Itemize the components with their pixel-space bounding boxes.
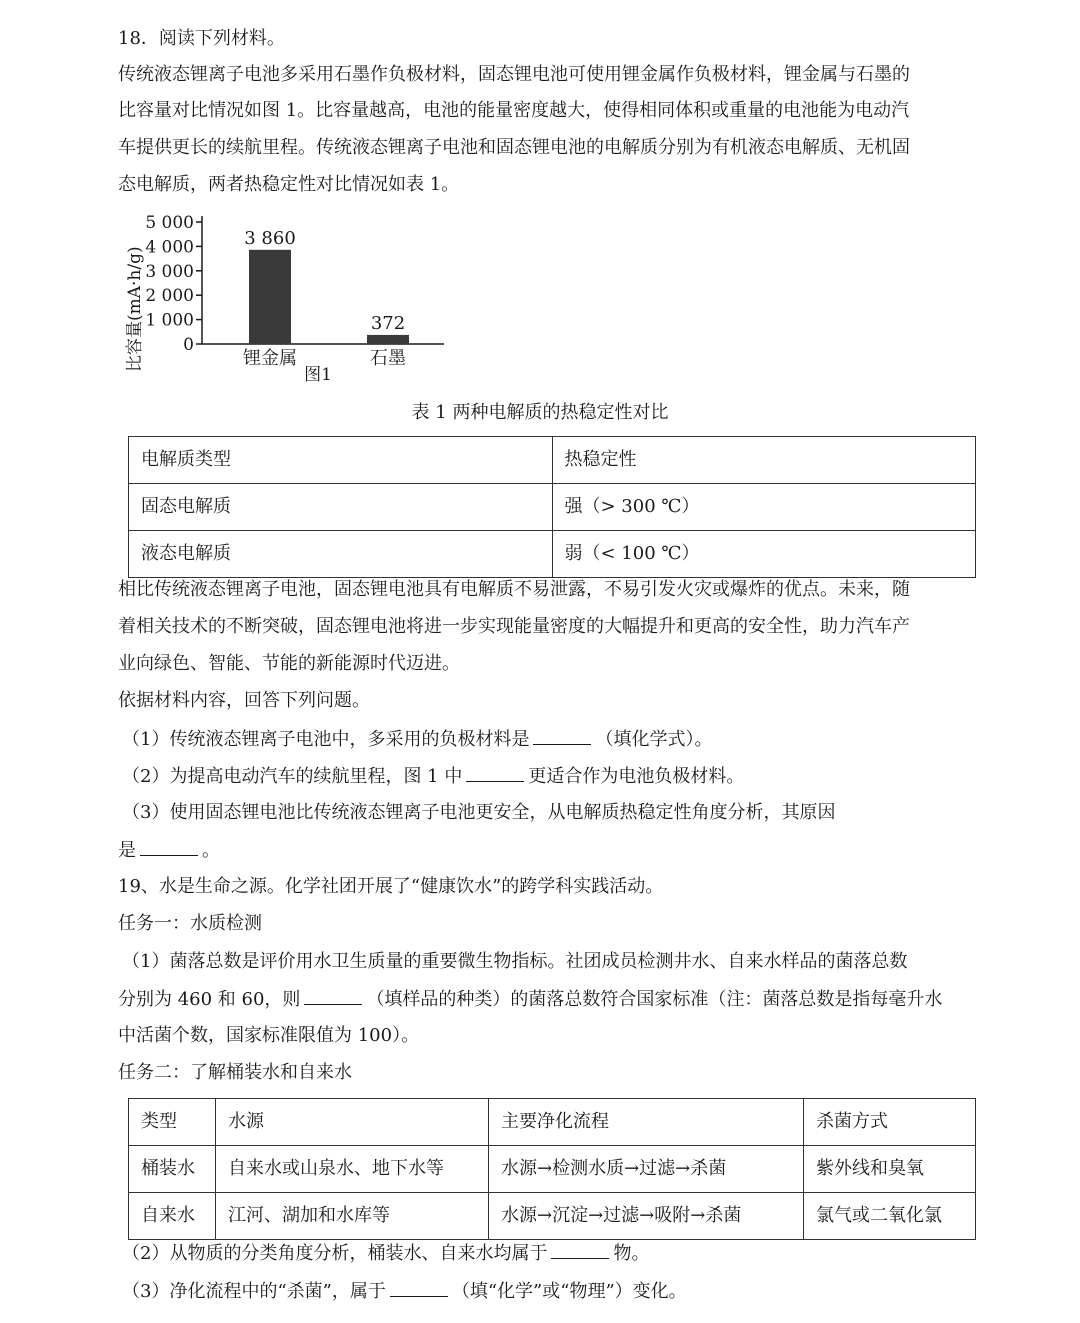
q18-sub1-text-end: （填化学式）。	[595, 729, 713, 750]
table-cell: 桶装水	[129, 1146, 216, 1193]
capacity-bar-chart	[118, 212, 458, 392]
q18-para2-line3: 业向绿色、智能、节能的新能源时代迈进。	[118, 653, 460, 674]
q19-sub1-text-end: （填样品的种类）的菌落总数符合国家标准（注：菌落总数是指每毫升水	[366, 989, 943, 1010]
chart-bar	[367, 335, 409, 344]
table-row	[129, 1146, 976, 1193]
chart-y-tick-label: 2 000	[145, 286, 194, 307]
q19-title: 19、水是生命之源。化学社团开展了“健康饮水”的跨学科实践活动。	[118, 876, 664, 897]
answer-blank[interactable]	[551, 1240, 609, 1259]
q18-sub3-text: 是	[118, 840, 136, 861]
table-header-cell: 水源	[216, 1099, 489, 1146]
q18-sub3-line2	[118, 837, 220, 864]
table-header-cell: 电解质类型	[129, 437, 553, 484]
table-header-cell: 类型	[129, 1099, 216, 1146]
table-cell: 江河、湖加和水库等	[216, 1193, 489, 1240]
q19-sub1-line1: （1）菌落总数是评价用水卫生质量的重要微生物指标。社团成员检测井水、自来水样品的菌落总数	[122, 951, 908, 972]
q18-sub3-line1: （3）使用固态锂电池比传统液态锂离子电池更安全，从电解质热稳定性角度分析，其原因	[122, 802, 836, 823]
table-cell: 氯气或二氧化氯	[804, 1193, 976, 1240]
q18-sub1-text: （1）传统液态锂离子电池中，多采用的负极材料是	[122, 729, 530, 750]
chart-data-label: 372	[370, 312, 406, 334]
q18-prompt: 依据材料内容，回答下列问题。	[118, 690, 370, 711]
chart-caption: 图1	[304, 365, 332, 385]
q18-sub2	[122, 763, 744, 790]
table-cell: 固态电解质	[129, 484, 553, 531]
chart-y-tick-label: 0	[183, 335, 194, 355]
table-cell: 自来水或山泉水、地下水等	[216, 1146, 489, 1193]
table1-caption: 表 1 两种电解质的热稳定性对比	[411, 402, 669, 423]
table-header-cell: 主要净化流程	[489, 1099, 804, 1146]
answer-blank[interactable]	[140, 837, 198, 856]
table-cell: 自来水	[129, 1193, 216, 1240]
table-row	[129, 531, 976, 578]
table-row	[129, 1193, 976, 1240]
table-cell: 弱（< 100 ℃）	[552, 531, 976, 578]
q19-sub3-text: （3）净化流程中的“杀菌”，属于	[122, 1281, 386, 1302]
chart-data-label: 3 860	[244, 227, 296, 249]
q18-sub3-text-end: 。	[202, 840, 220, 861]
water-comparison-table	[128, 1098, 976, 1240]
q18-para2-line1: 相比传统液态锂离子电池，固态锂电池具有电解质不易泄露，不易引发火灾或爆炸的优点。未来，随	[118, 579, 910, 600]
answer-blank[interactable]	[390, 1278, 448, 1297]
chart-y-tick-label: 3 000	[145, 261, 194, 282]
table-header-row	[129, 437, 976, 484]
table-header-cell: 杀菌方式	[804, 1099, 976, 1146]
table-cell: 液态电解质	[129, 531, 553, 578]
answer-blank[interactable]	[533, 726, 591, 745]
q19-sub1-text: 分别为 460 和 60，则	[118, 989, 301, 1010]
chart-y-tick-label: 5 000	[145, 213, 194, 233]
electrolyte-stability-table	[128, 436, 976, 578]
q19-sub3	[122, 1278, 687, 1305]
answer-blank[interactable]	[466, 763, 524, 782]
q19-sub2-text-end: 物。	[613, 1243, 650, 1264]
table-cell: 水源→检测水质→过滤→杀菌	[489, 1146, 804, 1193]
table-cell: 强（> 300 ℃）	[552, 484, 976, 531]
chart-category-label: 锂金属	[243, 348, 297, 369]
q19-task2: 任务二：了解桶装水和自来水	[118, 1062, 352, 1083]
chart-bar	[249, 250, 291, 344]
q18-para1-line1: 传统液态锂离子电池多采用石墨作负极材料，固态锂电池可使用锂金属作负极材料，锂金属与石墨的	[118, 64, 910, 85]
table-header-row	[129, 1099, 976, 1146]
q18-para2-line2: 着相关技术的不断突破，固态锂电池将进一步实现能量密度的大幅提升和更高的安全性，助力汽车产	[118, 616, 910, 637]
q19-sub2-text: （2）从物质的分类角度分析，桶装水、自来水均属于	[122, 1243, 548, 1264]
table-row	[129, 484, 976, 531]
q18-title: 18．阅读下列材料。	[118, 28, 285, 49]
q18-sub2-text-end: 更适合作为电池负极材料。	[528, 766, 745, 787]
chart-ylabel: 比容量(mA·h/g)	[125, 246, 145, 372]
q19-sub1-line3: 中活菌个数，国家标准限值为 100）。	[118, 1025, 420, 1046]
q18-para1-line3: 车提供更长的续航里程。传统液态锂离子电池和固态锂电池的电解质分别为有机液态电解质、无机固	[118, 137, 910, 158]
q19-sub3-text-end: （填“化学”或“物理”）变化。	[451, 1281, 687, 1302]
chart-y-tick-label: 1 000	[145, 310, 194, 331]
table-header-cell: 热稳定性	[552, 437, 976, 484]
q18-para1-line4: 态电解质，两者热稳定性对比情况如表 1。	[118, 174, 460, 195]
table-cell: 水源→沉淀→过滤→吸附→杀菌	[489, 1193, 804, 1240]
table-cell: 紫外线和臭氧	[804, 1146, 976, 1193]
answer-blank[interactable]	[304, 986, 362, 1005]
q19-sub2	[122, 1240, 649, 1267]
q18-sub2-text: （2）为提高电动汽车的续航里程，图 1 中	[122, 766, 463, 787]
chart-y-tick-label: 4 000	[145, 237, 194, 258]
q18-sub1	[122, 726, 712, 753]
chart-category-label: 石墨	[370, 348, 406, 369]
q19-sub1-line2	[118, 986, 942, 1013]
q19-task1: 任务一：水质检测	[118, 913, 262, 934]
q18-para1-line2: 比容量对比情况如图 1。比容量越高，电池的能量密度越大，使得相同体积或重量的电池能为电动汽	[118, 100, 910, 121]
